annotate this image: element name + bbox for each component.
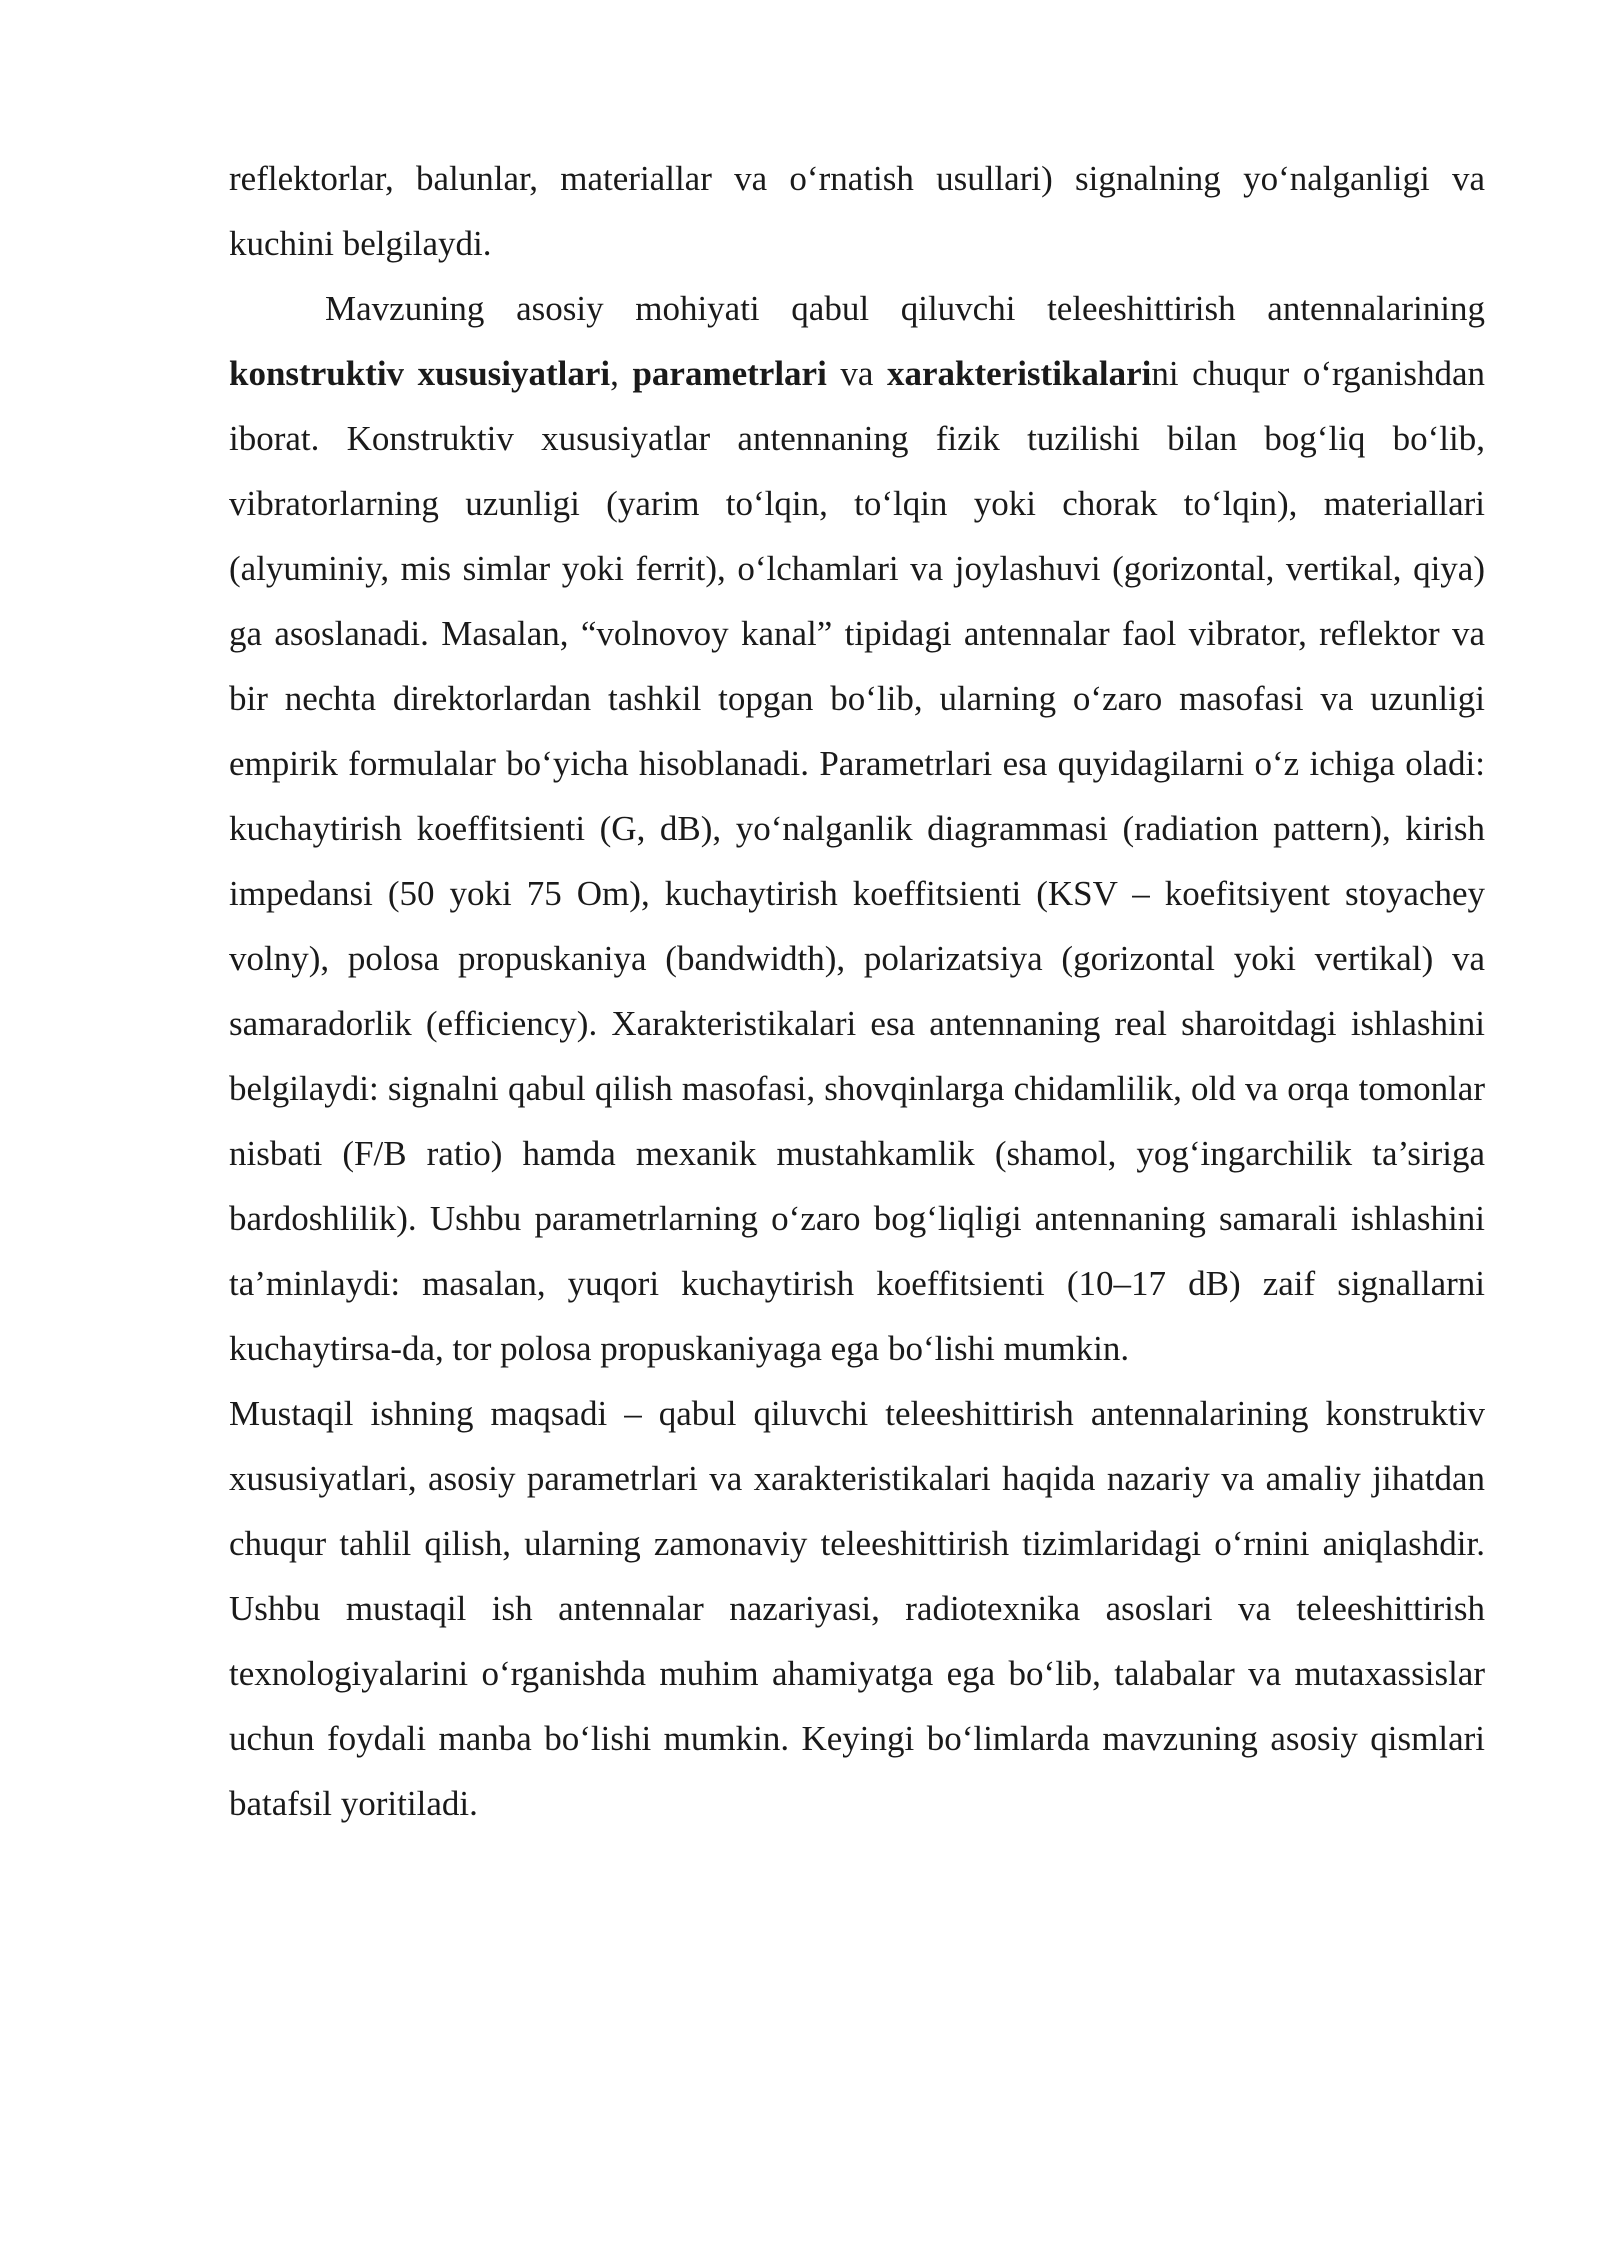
paragraph-text-segment: ,: [610, 354, 633, 393]
document-body: [229, 146, 1485, 1836]
paragraph-text-segment: ni chuqur o‘rganishdan iborat. Konstruktiv xususiyatlar antennaning fizik tuzilishi bilan bog‘liq bo‘lib, vibratorlarning uzunligi (yarim to‘lqin, to‘lqin yoki chorak to‘lqin), materiallari (alyuminiy, mis simlar yoki ferrit), o‘lchamlari va joylashuvi (gorizontal, vertikal, qiya) ga asoslanadi. Masalan, “volnovoy kanal” tipidagi antennalar faol vibrator, reflektor va bir nechta direktorlardan tashkil topgan bo‘lib, ularning o‘zaro masofasi va uzunligi empirik formulalar bo‘yicha hisoblanadi. Parametrlari esa quyidagilarni o‘z ichiga oladi: kuchaytirish koeffitsienti (G, dB), yo‘nalganlik diagrammasi (radiation pattern), kirish impedansi (50 yoki 75 Om), kuchaytirish koeffitsienti (KSV – koefitsiyent stoyachey volny), polosa propuskaniya (bandwidth), polarizatsiya (gorizontal yoki vertikal) va samaradorlik (efficiency). Xarakteristikalari esa antennaning real sharoitdagi ishlashini belgilaydi: signalni qabul qilish masofasi, shovqinlarga chidamlilik, old va orqa tomonlar nisbati (F/B ratio) hamda mexanik mustahkamlik (shamol, yog‘ingarchilik ta’siriga bardoshlilik). Ushbu parametrlarning o‘zaro bog‘liqligi antennaning samarali ishlashini ta’minlaydi: masalan, yuqori kuchaytirish koeffitsienti (10–17 dB) zaif signallarni kuchaytirsa-da, tor polosa propuskaniyaga ega bo‘lishi mumkin.: [229, 354, 1485, 1368]
paragraph-topic-essence: [229, 276, 1485, 1381]
paragraph-text: reflektorlar, balunlar, materiallar va o‘rnatish usullari) signalning yo‘nalganligi va kuchini belgilaydi.: [229, 159, 1485, 263]
paragraph-continuation: [229, 146, 1485, 276]
bold-term-konstruktiv-xususiyatlari: konstruktiv xususiyatlari: [229, 354, 611, 393]
paragraph-text-segment: va: [826, 354, 887, 393]
paragraph-text-segment: Mavzuning asosiy mohiyati qabul qiluvchi teleeshittirish antennalarining: [325, 289, 1485, 328]
paragraph-text: Mustaqil ishning maqsadi – qabul qiluvchi teleeshittirish antennalarining konstruktiv xususiyatlari, asosiy parametrlari va xarakteristikalari haqida nazariy va amaliy jihatdan chuqur tahlil qilish, ularning zamonaviy teleeshittirish tizimlaridagi o‘rnini aniqlashdir. Ushbu mustaqil ish antennalar nazariyasi, radiotexnika asoslari va teleeshittirish texnologiyalarini o‘rganishda muhim ahamiyatga ega bo‘lib, talabalar va mutaxassislar uchun foydali manba bo‘lishi mumkin. Keyingi bo‘limlarda mavzuning asosiy qismlari batafsil yoritiladi.: [229, 1394, 1485, 1823]
bold-term-xarakteristikalari: xarakteristikalari: [886, 354, 1152, 393]
bold-term-parametrlari: parametrlari: [632, 354, 827, 393]
paragraph-goal: [229, 1381, 1485, 1836]
